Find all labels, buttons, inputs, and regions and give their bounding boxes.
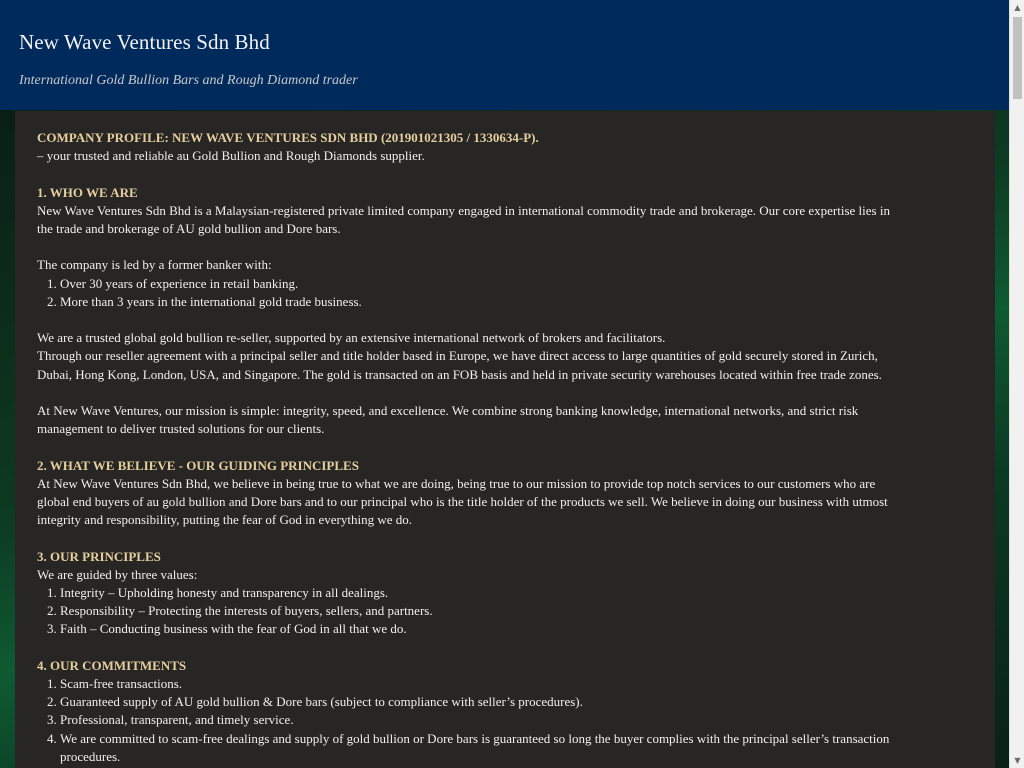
list-item: 1. Over 30 years of experience in retail banking. <box>47 275 299 291</box>
scroll-thumb[interactable] <box>1013 17 1022 99</box>
principles-intro: We are guided by three values: <box>37 566 198 582</box>
main-content <box>15 111 995 768</box>
site-tagline: International Gold Bullion Bars and Rough Diamond trader <box>19 73 358 88</box>
scroll-up-icon[interactable]: ▲ <box>1014 3 1021 12</box>
site-title[interactable]: New Wave Ventures Sdn Bhd <box>19 30 270 54</box>
who-access: Through our reseller agreement with a principal seller and title holder based in Europe, we have direct access to large quantities of gold securely stored in Zurich, Dubai, Hong Kong, London, USA, and Singapore. The gold is transacted on an FOB basis and held in private security warehouses located within free trade zones. <box>37 348 882 382</box>
believe-heading: 2. WHAT WE BELIEVE - OUR GUIDING PRINCIPLES <box>37 457 359 473</box>
principles-heading: 3. OUR PRINCIPLES <box>37 548 161 564</box>
vertical-scrollbar[interactable] <box>1009 0 1024 768</box>
who-heading: 1. WHO WE ARE <box>37 184 138 200</box>
profile-heading: COMPANY PROFILE: NEW WAVE VENTURES SDN BHD (201901021305 / 1330634-P). <box>37 130 539 145</box>
who-intro: New Wave Ventures Sdn Bhd is a Malaysian-registered private limited company engaged in international commodity trade and brokerage. Our core expertise lies in the trade and brokerage of AU gold bullion and Dore bars. <box>37 202 890 236</box>
list-item: 2. Guaranteed supply of AU gold bullion & Dore bars (subject to compliance with seller’s procedures). <box>47 694 583 710</box>
scroll-down-icon[interactable]: ▼ <box>1014 756 1021 765</box>
principles-list <box>37 584 907 639</box>
list-item: 2. Responsibility – Protecting the interests of buyers, sellers, and partners. <box>47 603 433 619</box>
who-led-by: The company is led by a former banker with: <box>37 257 272 273</box>
who-mission: At New Wave Ventures, our mission is simple: integrity, speed, and excellence. We combine strong banking knowledge, international networks, and strict risk management to deliver trusted solutions for our clients. <box>37 402 859 437</box>
list-item: 3. Professional, transparent, and timely service. <box>47 712 294 728</box>
experience-list <box>37 275 907 311</box>
list-item: 1. Integrity – Upholding honesty and transparency in all dealings. <box>47 584 389 600</box>
commitments-list <box>37 675 907 766</box>
believe-text: At New Wave Ventures Sdn Bhd, we believe in being true to what we are doing, being true to our mission to provide top notch services to our customers who are global end buyers of au gold bullion and Dore bars and to our principal who is the title holder of the products we sell. We believe in doing our business with utmost integrity and responsibility, putting the fear of God in everything we do. <box>37 475 888 528</box>
article-body <box>37 129 907 766</box>
list-item: 4. We are committed to scam-free dealings and supply of gold bullion or Dore bars is guaranteed so long the buyer complies with the principal seller’s transaction procedures. <box>47 730 890 764</box>
site-header <box>0 0 1010 110</box>
profile-subline: – your trusted and reliable au Gold Bullion and Rough Diamonds supplier. <box>37 148 425 164</box>
list-item: 3. Faith – Conducting business with the fear of God in all that we do. <box>47 621 407 637</box>
list-item: 2. More than 3 years in the international gold trade business. <box>47 293 362 309</box>
who-reseller: We are a trusted global gold bullion re-seller, supported by an extensive international network of brokers and facilitators. <box>37 330 666 346</box>
commitments-heading: 4. OUR COMMITMENTS <box>37 657 187 673</box>
list-item: 1. Scam-free transactions. <box>47 675 183 691</box>
